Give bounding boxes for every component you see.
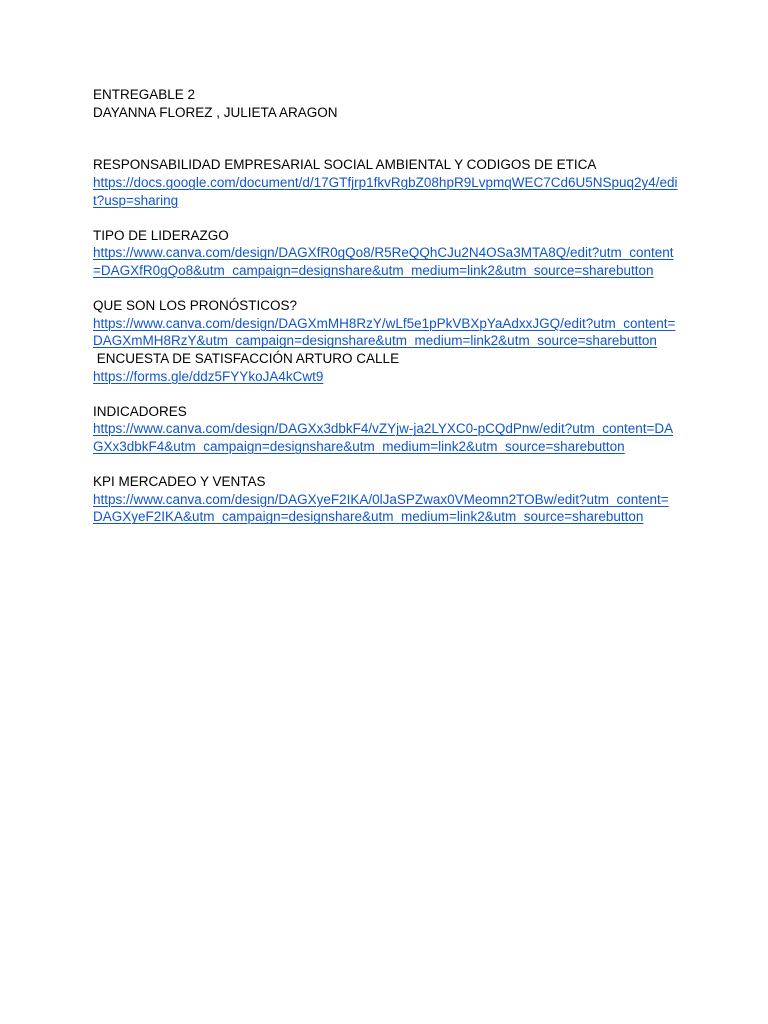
blank-line [93,121,678,156]
google-doc-link[interactable]: https://docs.google.com/document/d/17GTfjrp1fkvRgbZ08hpR9LvpmqWEC7Cd6U5NSpuq2y4/edit?usp=sharing [93,174,678,208]
blank-line [93,455,678,473]
canva-design-link[interactable]: https://www.canva.com/design/DAGXmMH8RzY/wLf5e1pPkVBXpYaAdxxJGQ/edit?utm_content=DAGXmMH8RzY&utm_campaign=designshare&utm_medium=link2&utm_source=sharebutton [93,315,676,349]
section-responsabilidad [93,156,678,209]
blank-line [93,209,678,227]
google-form-link[interactable]: https://forms.gle/ddz5FYYkoJA4kCwt9 [93,368,324,384]
blank-line [93,280,678,298]
document-page [93,86,678,526]
section-heading: ENCUESTA DE SATISFACCIÓN ARTURO CALLE [93,350,400,366]
section-kpi [93,473,678,526]
canva-design-link[interactable]: https://www.canva.com/design/DAGXfR0gQo8/R5ReQQhCJu2N4OSa3MTA8Q/edit?utm_content=DAGXfR0gQo8&utm_campaign=designshare&utm_medium=link2&utm_source=sharebutton [93,245,674,278]
section-heading: RESPONSABILIDAD EMPRESARIAL SOCIAL AMBIENTAL Y CODIGOS DE ETICA [93,157,597,173]
document-authors: DAYANNA FLOREZ , JULIETA ARAGON [93,104,338,120]
canva-design-link[interactable]: https://www.canva.com/design/DAGXx3dbkF4/vZYjw-ja2LYXC0-pCQdPnw/edit?utm_content=DAGXx3dbkF4&utm_campaign=designshare&utm_medium=link2&utm_source=sharebutton [93,421,674,454]
section-indicadores [93,403,678,456]
section-pronosticos [93,297,678,350]
section-heading: QUE SON LOS PRONÓSTICOS? [93,298,298,314]
section-liderazgo [93,227,678,280]
document-title: ENTREGABLE 2 [93,87,196,102]
blank-line [93,385,678,403]
section-heading: TIPO DE LIDERAZGO [93,227,229,243]
section-heading: KPI MERCADEO Y VENTAS [93,474,266,490]
section-heading: INDICADORES [93,403,187,419]
section-encuesta [93,350,678,385]
canva-design-link[interactable]: https://www.canva.com/design/DAGXyeF2IKA/0lJaSPZwax0VMeomn2TOBw/edit?utm_content=DAGXyeF2IKA&utm_campaign=designshare&utm_medium=link2&utm_source=sharebutton [93,491,669,525]
